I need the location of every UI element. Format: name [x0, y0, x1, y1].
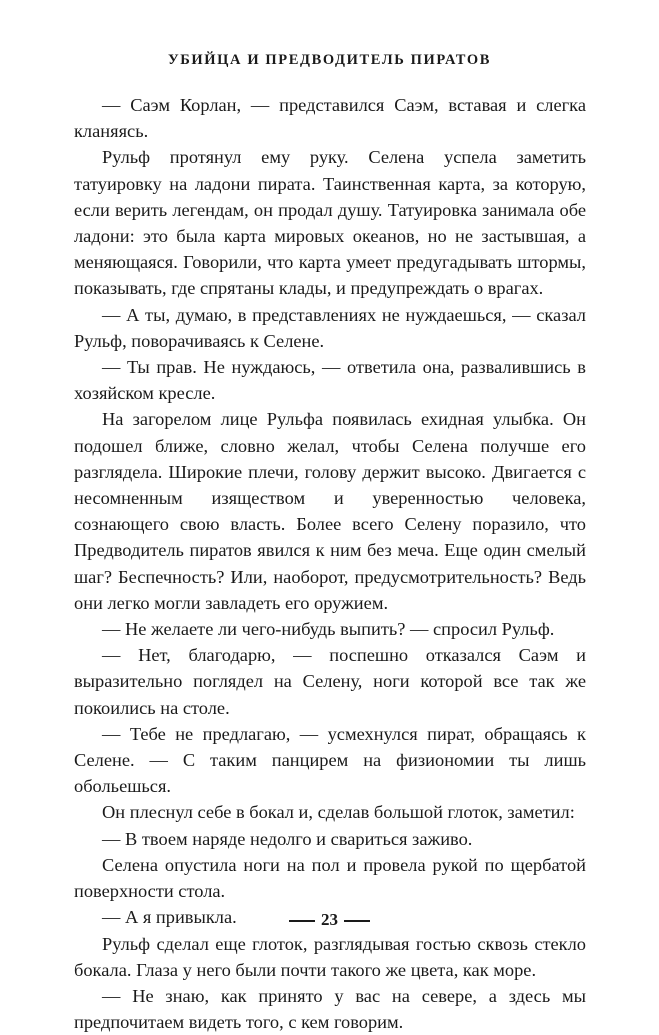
running-head: УБИЙЦА И ПРЕДВОДИТЕЛЬ ПИРАТОВ — [167, 52, 492, 68]
paragraph: — Ты прав. Не нуждаюсь, — ответила она, развалившись в хозяйском кресле. — [74, 357, 586, 404]
page-number: 23 — [321, 910, 338, 929]
folio-dash-left — [289, 920, 315, 922]
paragraph: — Тебе не предлагаю, — усмехнулся пират, обращаясь к Селене. — С таким панцирем на физиономии ты лишь обольешься. — [74, 723, 586, 797]
paragraph: — В твоем наряде недолго и свариться заживо. — [102, 828, 473, 849]
paragraph: — Нет, благодарю, — поспешно отказался Саэм и выразительно поглядел на Селену, ноги которой все так же покоились на столе. — [74, 645, 586, 718]
body-text — [74, 92, 586, 1035]
paragraph: Рульф сделал еще глоток, разглядывая гостью сквозь стекло бокала. Глаза у него были почти такого же цвета, как море. — [74, 933, 586, 980]
paragraph: Селена опустила ноги на пол и провела рукой по щербатой поверхности стола. — [74, 854, 586, 902]
paragraph: Он плеснул себе в бокал и, сделав большой глоток, заметил: — [102, 802, 575, 823]
folio-dash-right — [344, 920, 370, 922]
paragraph: Рульф протянул ему руку. Селена успела заметить татуировку на ладони пирата. Таинственная карта, за которую, если верить легендам, он продал душу. Татуировка занимала обе ладони: это была карта мировых океанов, но не застывшая, а меняющаяся. Говорили, что карта умеет предугадывать штормы, показывать, где спрятаны клады, и предупреждать о врагах. — [74, 147, 586, 299]
page-number-footer — [0, 910, 659, 930]
paragraph: — Не знаю, как принято у вас на севере, а здесь мы предпочитаем видеть того, с кем говорим. — [74, 985, 586, 1033]
paragraph: — А я привыкла. — [102, 907, 237, 928]
paragraph: На загорелом лице Рульфа появилась ехидная улыбка. Он подошел ближе, словно желал, чтобы Селена получше его разглядела. Широкие плечи, голову держит высоко. Двигается с несомненным изяществом и уверенностью человека, сознающего свою власть. Более всего Селену поразило, что Предводитель пиратов явился к ним без меча. Еще один смелый шаг? Беспечность? Или, наоборот, предусмотрительность? Ведь они легко могли завладеть его оружием. — [74, 409, 586, 613]
paragraph: — Саэм Корлан, — представился Саэм, вставая и слегка кланяясь. — [74, 95, 586, 142]
paragraph: — А ты, думаю, в представлениях не нуждаешься, — сказал Рульф, поворачиваясь к Селене. — [74, 304, 586, 351]
paragraph: — Не желаете ли чего-нибудь выпить? — спросил Рульф. — [102, 619, 555, 640]
